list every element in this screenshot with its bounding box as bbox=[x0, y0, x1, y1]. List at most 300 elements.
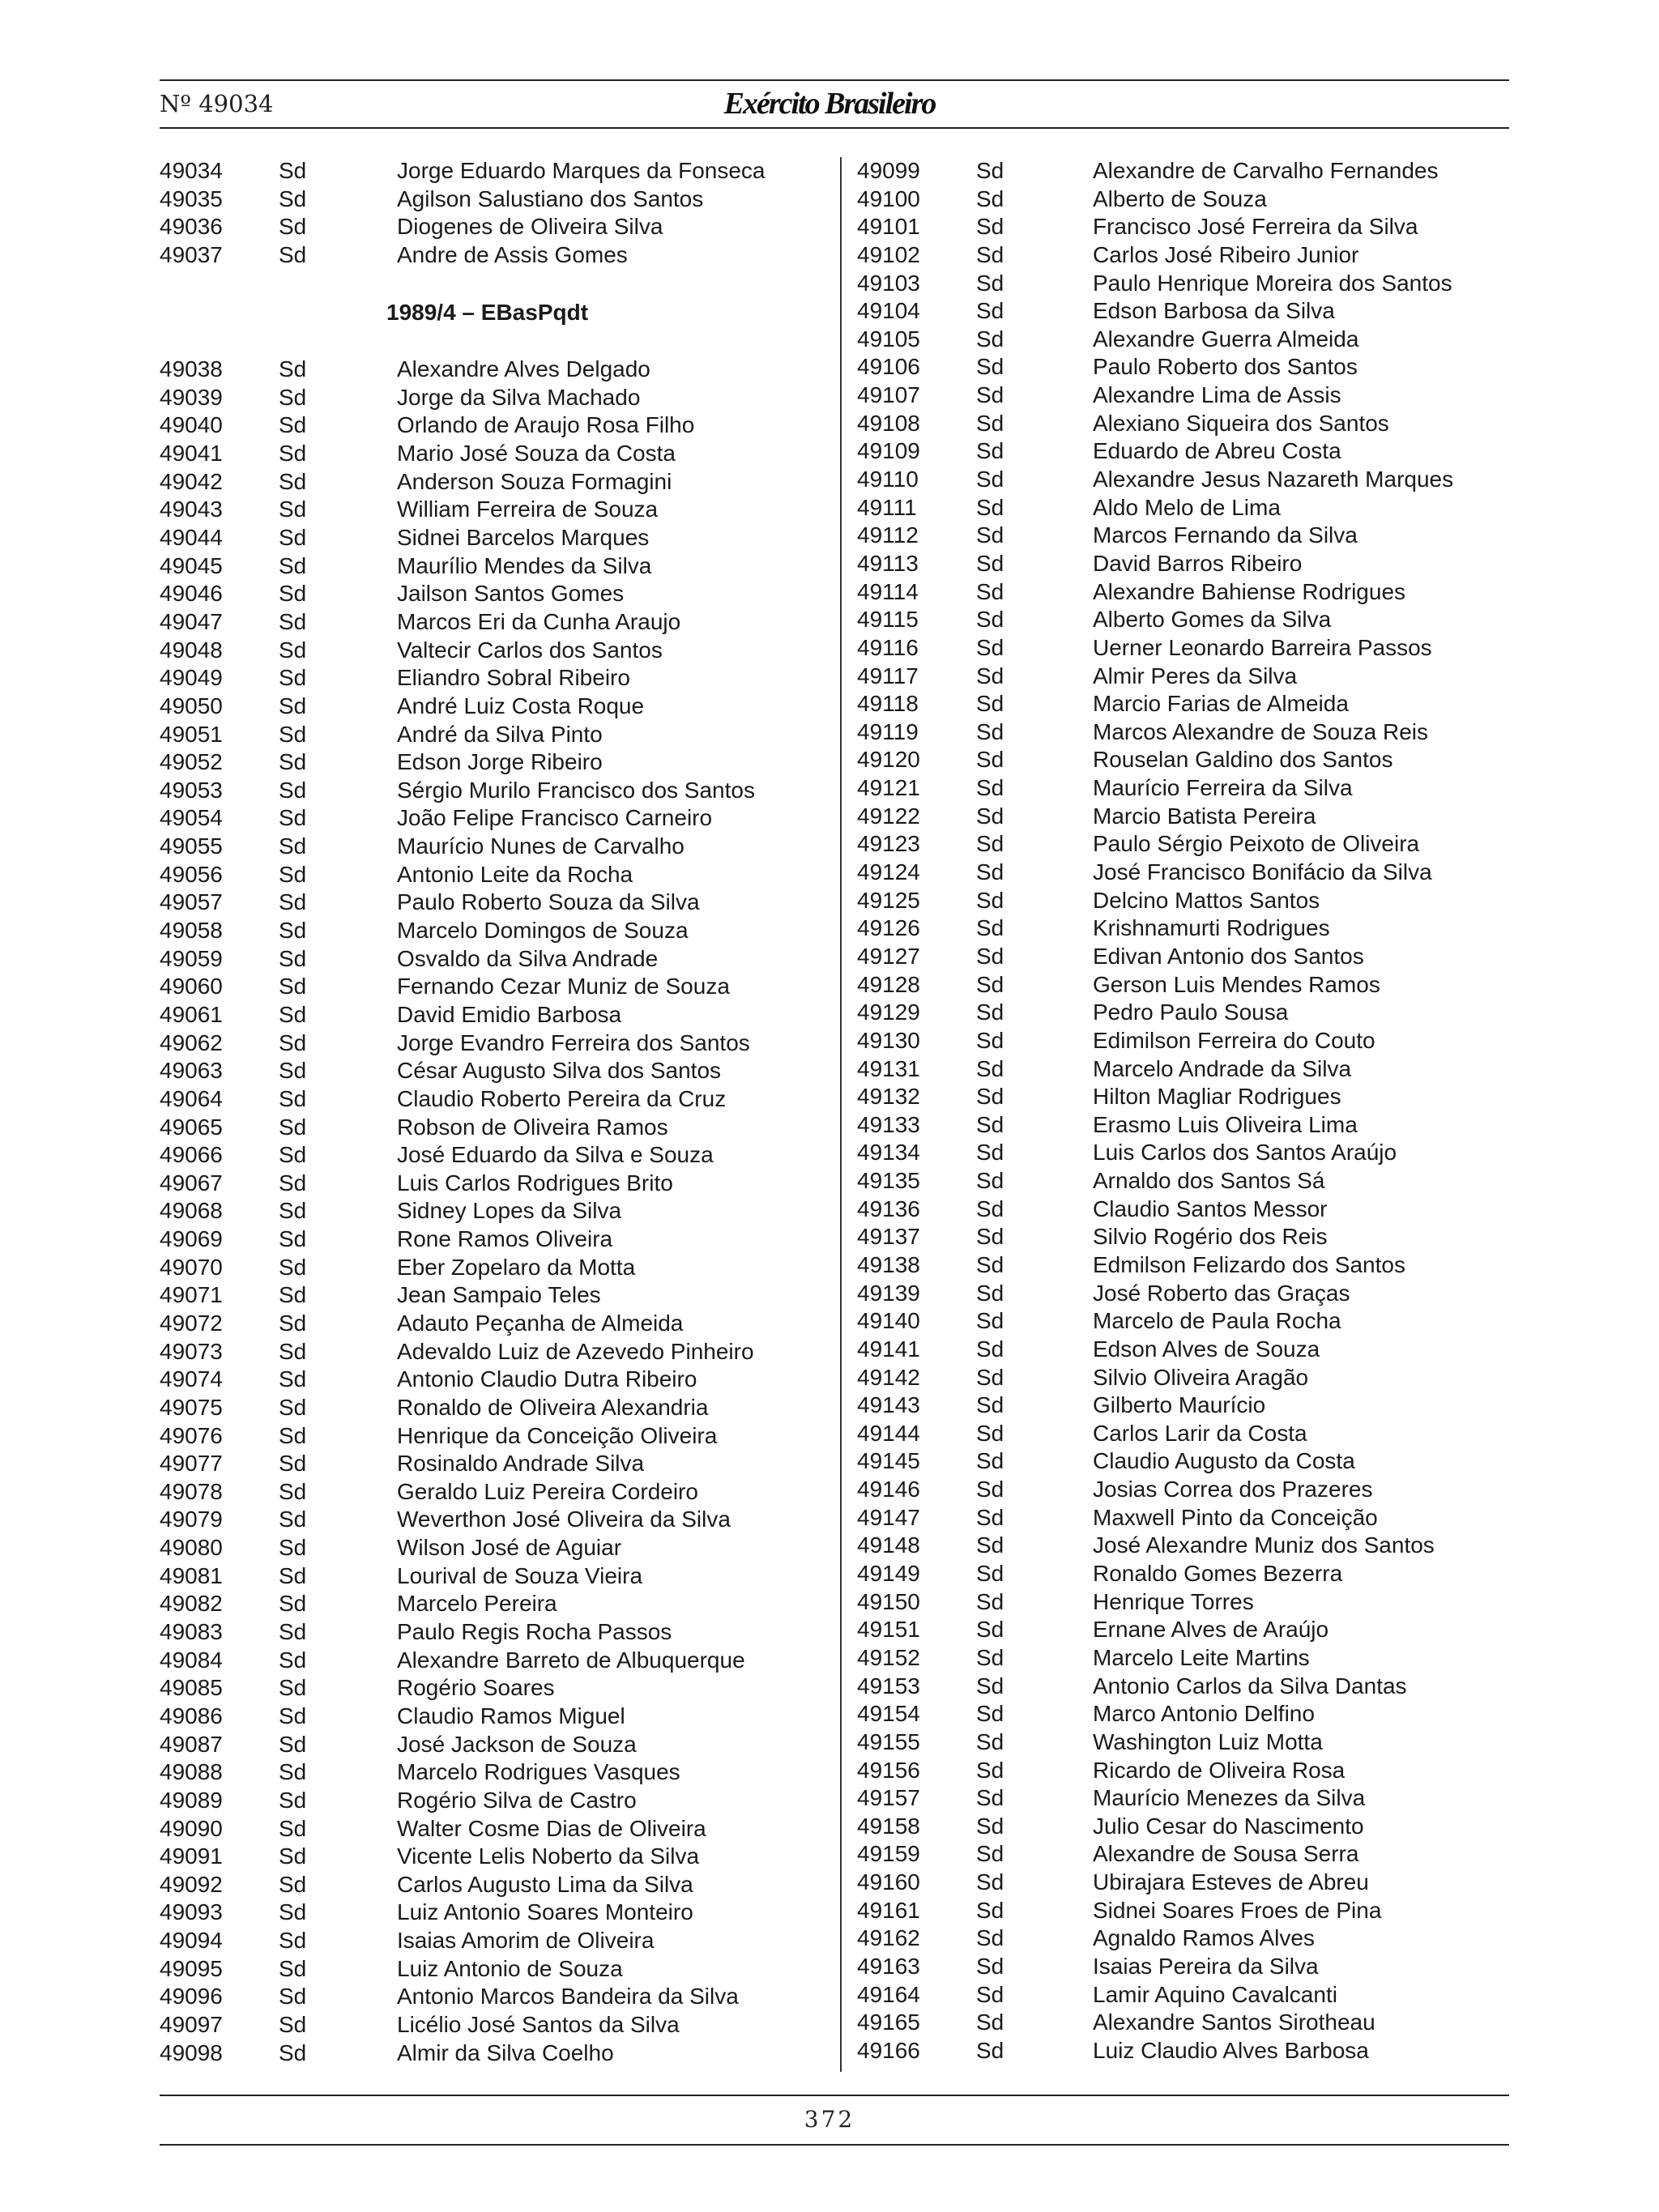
record-number: 49082 bbox=[160, 1591, 223, 1617]
person-name: Agilson Salustiano dos Santos bbox=[397, 185, 704, 211]
list-item bbox=[160, 1450, 840, 1478]
rank: Sd bbox=[976, 1251, 1004, 1277]
person-name: José Francisco Bonifácio da Silva bbox=[1093, 859, 1432, 885]
record-number: 49051 bbox=[160, 721, 223, 747]
person-name: Weverthon José Oliveira da Silva bbox=[397, 1507, 731, 1532]
person-name: Pedro Paulo Sousa bbox=[1093, 999, 1289, 1025]
person-name: Ronaldo de Oliveira Alexandria bbox=[397, 1394, 709, 1420]
person-name: Carlos José Ribeiro Junior bbox=[1093, 241, 1359, 267]
list-item bbox=[160, 552, 840, 581]
person-name: Isaias Amorim de Oliveira bbox=[397, 1928, 655, 1954]
person-name: Edmilson Felizardo dos Santos bbox=[1093, 1251, 1405, 1277]
record-number: 49053 bbox=[160, 777, 223, 803]
person-name: Jorge da Silva Machado bbox=[397, 384, 641, 410]
list-item bbox=[857, 803, 1521, 831]
list-item bbox=[160, 1955, 840, 1984]
record-number: 49094 bbox=[160, 1928, 223, 1954]
record-number: 49042 bbox=[160, 468, 223, 494]
list-item bbox=[857, 1251, 1521, 1280]
rank: Sd bbox=[976, 1140, 1004, 1166]
record-number: 49136 bbox=[857, 1196, 920, 1221]
person-name: Ubirajara Esteves de Abreu bbox=[1093, 1869, 1369, 1895]
rank: Sd bbox=[279, 608, 307, 634]
record-number: 49079 bbox=[160, 1507, 223, 1532]
left-list bbox=[160, 356, 840, 2067]
list-item bbox=[857, 663, 1521, 691]
list-item bbox=[160, 1085, 840, 1114]
record-number: 49166 bbox=[857, 2037, 920, 2063]
list-item bbox=[160, 356, 840, 384]
rank: Sd bbox=[279, 665, 307, 691]
list-item bbox=[857, 185, 1521, 214]
list-item bbox=[857, 1560, 1521, 1588]
person-name: Luiz Antonio de Souza bbox=[397, 1955, 623, 1981]
record-number: 49084 bbox=[160, 1647, 223, 1673]
rank: Sd bbox=[976, 467, 1004, 492]
record-number: 49047 bbox=[160, 608, 223, 634]
rank: Sd bbox=[279, 1338, 307, 1364]
record-number: 49123 bbox=[857, 831, 920, 857]
record-number: 49159 bbox=[857, 1841, 920, 1867]
rank: Sd bbox=[976, 663, 1004, 688]
column-divider bbox=[840, 157, 842, 2072]
person-name: Aldo Melo de Lima bbox=[1093, 494, 1281, 520]
record-number: 49075 bbox=[160, 1394, 223, 1420]
rank: Sd bbox=[279, 1142, 307, 1168]
list-item bbox=[160, 1590, 840, 1618]
record-number: 49140 bbox=[857, 1308, 920, 1334]
list-item bbox=[857, 1840, 1521, 1869]
rank: Sd bbox=[279, 974, 307, 999]
list-item bbox=[857, 606, 1521, 634]
list-item bbox=[160, 1281, 840, 1310]
person-name: José Jackson de Souza bbox=[397, 1731, 637, 1757]
record-number: 49100 bbox=[857, 185, 920, 211]
list-item bbox=[857, 1392, 1521, 1420]
list-item bbox=[857, 1728, 1521, 1757]
person-name: Paulo Roberto Souza da Silva bbox=[397, 889, 700, 915]
record-number: 49037 bbox=[160, 241, 223, 267]
list-item bbox=[160, 1141, 840, 1170]
record-number: 49145 bbox=[857, 1448, 920, 1474]
rank: Sd bbox=[976, 1728, 1004, 1754]
list-item bbox=[160, 185, 840, 214]
record-number: 49155 bbox=[857, 1728, 920, 1754]
rank: Sd bbox=[279, 185, 307, 211]
person-name: Edivan Antonio dos Santos bbox=[1093, 943, 1364, 969]
record-number: 49048 bbox=[160, 637, 223, 663]
rank: Sd bbox=[279, 1619, 307, 1645]
left-column bbox=[160, 157, 840, 2067]
person-name: Luis Carlos dos Santos Araújo bbox=[1093, 1140, 1397, 1166]
list-item bbox=[857, 1532, 1521, 1560]
list-item bbox=[160, 213, 840, 241]
rank: Sd bbox=[279, 356, 307, 382]
list-item bbox=[857, 1476, 1521, 1504]
rank: Sd bbox=[976, 1168, 1004, 1194]
rank: Sd bbox=[976, 1027, 1004, 1053]
rank: Sd bbox=[976, 2010, 1004, 2035]
list-item bbox=[160, 524, 840, 552]
person-name: Maurício Ferreira da Silva bbox=[1093, 775, 1353, 801]
record-number: 49126 bbox=[857, 915, 920, 941]
rank: Sd bbox=[976, 1785, 1004, 1811]
record-number: 49098 bbox=[160, 2039, 223, 2065]
person-name: Rosinaldo Andrade Silva bbox=[397, 1451, 645, 1477]
person-name: Marcio Farias de Almeida bbox=[1093, 691, 1349, 717]
record-number: 49142 bbox=[857, 1364, 920, 1390]
list-item bbox=[857, 1027, 1521, 1055]
list-item bbox=[160, 1225, 840, 1254]
rank: Sd bbox=[976, 1392, 1004, 1418]
list-item bbox=[160, 664, 840, 693]
rank: Sd bbox=[279, 1198, 307, 1224]
person-name: Marcelo Andrade da Silva bbox=[1093, 1055, 1352, 1081]
footer-bottom-rule bbox=[160, 2144, 1509, 2146]
list-item bbox=[160, 1338, 840, 1366]
list-item bbox=[160, 1927, 840, 1955]
rank: Sd bbox=[279, 1535, 307, 1561]
rank: Sd bbox=[279, 777, 307, 803]
rank: Sd bbox=[976, 1841, 1004, 1867]
list-item bbox=[857, 1307, 1521, 1336]
record-number: 49129 bbox=[857, 999, 920, 1025]
rank: Sd bbox=[279, 1899, 307, 1925]
rank: Sd bbox=[279, 1647, 307, 1673]
record-number: 49131 bbox=[857, 1055, 920, 1081]
person-name: Francisco José Ferreira da Silva bbox=[1093, 214, 1418, 240]
person-name: Fernando Cezar Muniz de Souza bbox=[397, 974, 730, 999]
list-item bbox=[160, 241, 840, 270]
list-item bbox=[857, 1167, 1521, 1196]
record-number: 49089 bbox=[160, 1787, 223, 1813]
record-number: 49063 bbox=[160, 1058, 223, 1084]
rank: Sd bbox=[279, 1310, 307, 1336]
list-item bbox=[160, 1001, 840, 1029]
rank: Sd bbox=[976, 607, 1004, 633]
rank: Sd bbox=[279, 889, 307, 915]
person-name: Alexandre Santos Sirotheau bbox=[1093, 2010, 1375, 2035]
person-name: Almir da Silva Coelho bbox=[397, 2039, 614, 2065]
rank: Sd bbox=[279, 1001, 307, 1027]
record-number: 49072 bbox=[160, 1310, 223, 1336]
record-number: 49105 bbox=[857, 326, 920, 352]
list-item bbox=[857, 746, 1521, 774]
person-name: Maxwell Pinto da Conceição bbox=[1093, 1504, 1378, 1530]
record-number: 49106 bbox=[857, 354, 920, 380]
person-name: Alexandre Bahiense Rodrigues bbox=[1093, 578, 1406, 604]
rank: Sd bbox=[279, 1955, 307, 1981]
list-item bbox=[160, 1478, 840, 1507]
rank: Sd bbox=[976, 803, 1004, 829]
person-name: Gerson Luis Mendes Ramos bbox=[1093, 971, 1380, 997]
rank: Sd bbox=[976, 831, 1004, 857]
list-item bbox=[160, 1366, 840, 1394]
person-name: Adevaldo Luiz de Azevedo Pinheiro bbox=[397, 1338, 754, 1364]
list-item bbox=[857, 1364, 1521, 1392]
list-item bbox=[160, 1871, 840, 1899]
list-item bbox=[160, 468, 840, 497]
rank: Sd bbox=[976, 185, 1004, 211]
rank: Sd bbox=[279, 1366, 307, 1392]
list-item bbox=[160, 1310, 840, 1338]
rank: Sd bbox=[279, 1815, 307, 1841]
record-number: 49114 bbox=[857, 578, 919, 604]
person-name: Alexandre de Carvalho Fernandes bbox=[1093, 158, 1439, 183]
person-name: Luis Carlos Rodrigues Brito bbox=[397, 1170, 673, 1196]
person-name: Hilton Magliar Rodrigues bbox=[1093, 1084, 1341, 1110]
rank: Sd bbox=[279, 918, 307, 944]
rank: Sd bbox=[976, 298, 1004, 324]
list-item bbox=[160, 861, 840, 889]
person-name: Jailson Santos Gomes bbox=[397, 581, 625, 607]
section-title-text: 1989/4 – EBasPqdt bbox=[386, 299, 589, 325]
list-item bbox=[857, 494, 1521, 522]
person-name: Sidnei Soares Froes de Pina bbox=[1093, 1897, 1382, 1923]
rank: Sd bbox=[976, 887, 1004, 913]
list-item bbox=[160, 1422, 840, 1451]
rank: Sd bbox=[976, 1925, 1004, 1951]
record-number: 49086 bbox=[160, 1703, 223, 1728]
person-name: Jorge Evandro Ferreira dos Santos bbox=[397, 1029, 750, 1055]
record-number: 49143 bbox=[857, 1392, 920, 1418]
list-item bbox=[857, 1447, 1521, 1476]
rank: Sd bbox=[976, 270, 1004, 296]
person-name: Edimilson Ferreira do Couto bbox=[1093, 1027, 1375, 1053]
person-name: Claudio Augusto da Costa bbox=[1093, 1448, 1355, 1474]
rank: Sd bbox=[976, 1644, 1004, 1670]
record-number: 49164 bbox=[857, 1981, 920, 2007]
rank: Sd bbox=[976, 550, 1004, 576]
rank: Sd bbox=[976, 1897, 1004, 1923]
record-number: 49113 bbox=[857, 550, 919, 576]
list-item bbox=[160, 157, 840, 185]
record-number: 49038 bbox=[160, 356, 223, 382]
rank: Sd bbox=[976, 915, 1004, 941]
record-number: 49043 bbox=[160, 497, 223, 522]
record-number: 49115 bbox=[857, 607, 919, 633]
list-item bbox=[160, 2011, 840, 2039]
record-number: 49054 bbox=[160, 805, 223, 831]
person-name: Alberto Gomes da Silva bbox=[1093, 607, 1332, 633]
rank: Sd bbox=[279, 552, 307, 578]
person-name: Silvio Rogério dos Reis bbox=[1093, 1224, 1328, 1250]
list-item bbox=[160, 1815, 840, 1843]
rank: Sd bbox=[976, 943, 1004, 969]
rank: Sd bbox=[976, 1532, 1004, 1558]
rank: Sd bbox=[279, 833, 307, 859]
record-number: 49135 bbox=[857, 1168, 920, 1194]
rank: Sd bbox=[976, 1588, 1004, 1614]
list-item bbox=[160, 1674, 840, 1703]
record-number: 49122 bbox=[857, 803, 920, 829]
person-name: Alexandre Lima de Assis bbox=[1093, 382, 1341, 408]
rank: Sd bbox=[279, 1114, 307, 1140]
person-name: David Emidio Barbosa bbox=[397, 1001, 622, 1027]
record-number: 49088 bbox=[160, 1759, 223, 1785]
rank: Sd bbox=[279, 158, 307, 183]
record-number: 49128 bbox=[857, 971, 920, 997]
list-item bbox=[160, 384, 840, 412]
person-name: Licélio José Santos da Silva bbox=[397, 2012, 680, 2037]
record-number: 49160 bbox=[857, 1869, 920, 1895]
list-item bbox=[857, 1280, 1521, 1308]
record-number: 49117 bbox=[857, 663, 919, 688]
rank: Sd bbox=[976, 2037, 1004, 2063]
record-number: 49156 bbox=[857, 1757, 920, 1783]
list-item bbox=[160, 1843, 840, 1871]
rank: Sd bbox=[976, 494, 1004, 520]
person-name: Delcino Mattos Santos bbox=[1093, 887, 1320, 913]
list-item bbox=[160, 1534, 840, 1562]
rank: Sd bbox=[279, 2012, 307, 2037]
person-name: Maurílio Mendes da Silva bbox=[397, 552, 652, 578]
header-top-rule bbox=[160, 79, 1509, 81]
rank: Sd bbox=[976, 578, 1004, 604]
rank: Sd bbox=[279, 1029, 307, 1055]
rank: Sd bbox=[976, 1504, 1004, 1530]
person-name: Maurício Menezes da Silva bbox=[1093, 1785, 1366, 1811]
rank: Sd bbox=[976, 1757, 1004, 1783]
person-name: Claudio Roberto Pereira da Cruz bbox=[397, 1085, 727, 1111]
rank: Sd bbox=[976, 859, 1004, 885]
list-item bbox=[160, 1394, 840, 1422]
rank: Sd bbox=[279, 1254, 307, 1280]
record-number: 49149 bbox=[857, 1561, 920, 1587]
rank: Sd bbox=[976, 1111, 1004, 1137]
record-number: 49132 bbox=[857, 1084, 920, 1110]
person-name: Rogério Silva de Castro bbox=[397, 1787, 637, 1813]
person-name: José Eduardo da Silva e Souza bbox=[397, 1142, 714, 1168]
rank: Sd bbox=[279, 1871, 307, 1897]
list-item bbox=[857, 1644, 1521, 1673]
person-name: Julio Cesar do Nascimento bbox=[1093, 1813, 1364, 1839]
page-number: 372 bbox=[804, 2106, 855, 2133]
record-number: 49074 bbox=[160, 1366, 223, 1392]
person-name: Antonio Carlos da Silva Dantas bbox=[1093, 1673, 1407, 1698]
record-number: 49141 bbox=[857, 1336, 920, 1362]
record-number: 49121 bbox=[857, 775, 920, 801]
person-name: Alexandre Barreto de Albuquerque bbox=[397, 1647, 745, 1673]
list-item bbox=[160, 580, 840, 608]
list-item bbox=[160, 1787, 840, 1815]
person-name: Marcelo Rodrigues Vasques bbox=[397, 1759, 680, 1785]
list-item bbox=[857, 297, 1521, 326]
person-name: Valtecir Carlos dos Santos bbox=[397, 637, 663, 663]
rank: Sd bbox=[279, 1085, 307, 1111]
rank: Sd bbox=[976, 410, 1004, 436]
rank: Sd bbox=[279, 2039, 307, 2065]
list-item bbox=[857, 270, 1521, 298]
record-number: 49076 bbox=[160, 1422, 223, 1448]
record-number: 49041 bbox=[160, 441, 223, 467]
record-number: 49093 bbox=[160, 1899, 223, 1925]
list-item bbox=[160, 637, 840, 665]
person-name: Alexandre de Sousa Serra bbox=[1093, 1841, 1359, 1867]
list-item bbox=[857, 914, 1521, 943]
section-spacer bbox=[160, 326, 840, 356]
record-number: 49069 bbox=[160, 1226, 223, 1252]
person-name: César Augusto Silva dos Santos bbox=[397, 1058, 722, 1084]
section-spacer bbox=[160, 270, 840, 299]
rank: Sd bbox=[976, 1308, 1004, 1334]
rank: Sd bbox=[279, 241, 307, 267]
rank: Sd bbox=[976, 1196, 1004, 1221]
rank: Sd bbox=[976, 354, 1004, 380]
rank: Sd bbox=[976, 775, 1004, 801]
person-name: Lamir Aquino Cavalcanti bbox=[1093, 1981, 1337, 2007]
record-number: 49095 bbox=[160, 1955, 223, 1981]
record-number: 49137 bbox=[857, 1224, 920, 1250]
record-number: 49110 bbox=[857, 467, 919, 492]
list-item bbox=[160, 440, 840, 468]
person-name: Edson Barbosa da Silva bbox=[1093, 298, 1335, 324]
person-name: Marcio Batista Pereira bbox=[1093, 803, 1316, 829]
record-number: 49157 bbox=[857, 1785, 920, 1811]
rank: Sd bbox=[279, 1478, 307, 1504]
list-item bbox=[857, 1139, 1521, 1167]
record-number: 49099 bbox=[857, 158, 920, 183]
record-number: 49109 bbox=[857, 438, 920, 464]
rank: Sd bbox=[976, 1673, 1004, 1698]
rank: Sd bbox=[279, 637, 307, 663]
list-item bbox=[857, 550, 1521, 578]
person-name: Paulo Regis Rocha Passos bbox=[397, 1619, 672, 1645]
record-number: 49134 bbox=[857, 1140, 920, 1166]
person-name: Carlos Larir da Costa bbox=[1093, 1420, 1307, 1446]
list-item bbox=[160, 833, 840, 861]
rank: Sd bbox=[976, 634, 1004, 660]
person-name: Marcelo Leite Martins bbox=[1093, 1644, 1310, 1670]
person-name: Ernane Alves de Araújo bbox=[1093, 1617, 1329, 1643]
record-number: 49056 bbox=[160, 861, 223, 887]
rank: Sd bbox=[279, 1507, 307, 1532]
rank: Sd bbox=[279, 1703, 307, 1728]
record-number: 49035 bbox=[160, 185, 223, 211]
person-name: Robson de Oliveira Ramos bbox=[397, 1114, 668, 1140]
record-number: 49055 bbox=[160, 833, 223, 859]
list-item bbox=[857, 213, 1521, 241]
person-name: Antonio Leite da Rocha bbox=[397, 861, 633, 887]
record-number: 49046 bbox=[160, 581, 223, 607]
person-name: Sidney Lopes da Silva bbox=[397, 1198, 622, 1224]
list-item bbox=[857, 1616, 1521, 1644]
person-name: Washington Luiz Motta bbox=[1093, 1728, 1323, 1754]
record-number: 49077 bbox=[160, 1451, 223, 1477]
rank: Sd bbox=[279, 384, 307, 410]
person-name: Henrique Torres bbox=[1093, 1588, 1254, 1614]
person-name: Henrique da Conceição Oliveira bbox=[397, 1422, 718, 1448]
rank: Sd bbox=[279, 1984, 307, 2010]
record-number: 49087 bbox=[160, 1731, 223, 1757]
rank: Sd bbox=[279, 945, 307, 971]
rank: Sd bbox=[976, 1364, 1004, 1390]
rank: Sd bbox=[976, 718, 1004, 744]
list-item bbox=[857, 1336, 1521, 1364]
record-number: 49061 bbox=[160, 1001, 223, 1027]
person-name: Marcos Fernando da Silva bbox=[1093, 522, 1358, 548]
person-name: Rone Ramos Oliveira bbox=[397, 1226, 613, 1252]
person-name: Paulo Henrique Moreira dos Santos bbox=[1093, 270, 1452, 296]
list-item bbox=[857, 634, 1521, 663]
rank: Sd bbox=[279, 497, 307, 522]
rank: Sd bbox=[279, 412, 307, 438]
person-name: Sérgio Murilo Francisco dos Santos bbox=[397, 777, 755, 803]
header-bottom-rule bbox=[160, 127, 1509, 129]
person-name: William Ferreira de Souza bbox=[397, 497, 659, 522]
list-item bbox=[857, 859, 1521, 887]
person-name: Isaias Pereira da Silva bbox=[1093, 1954, 1319, 1979]
